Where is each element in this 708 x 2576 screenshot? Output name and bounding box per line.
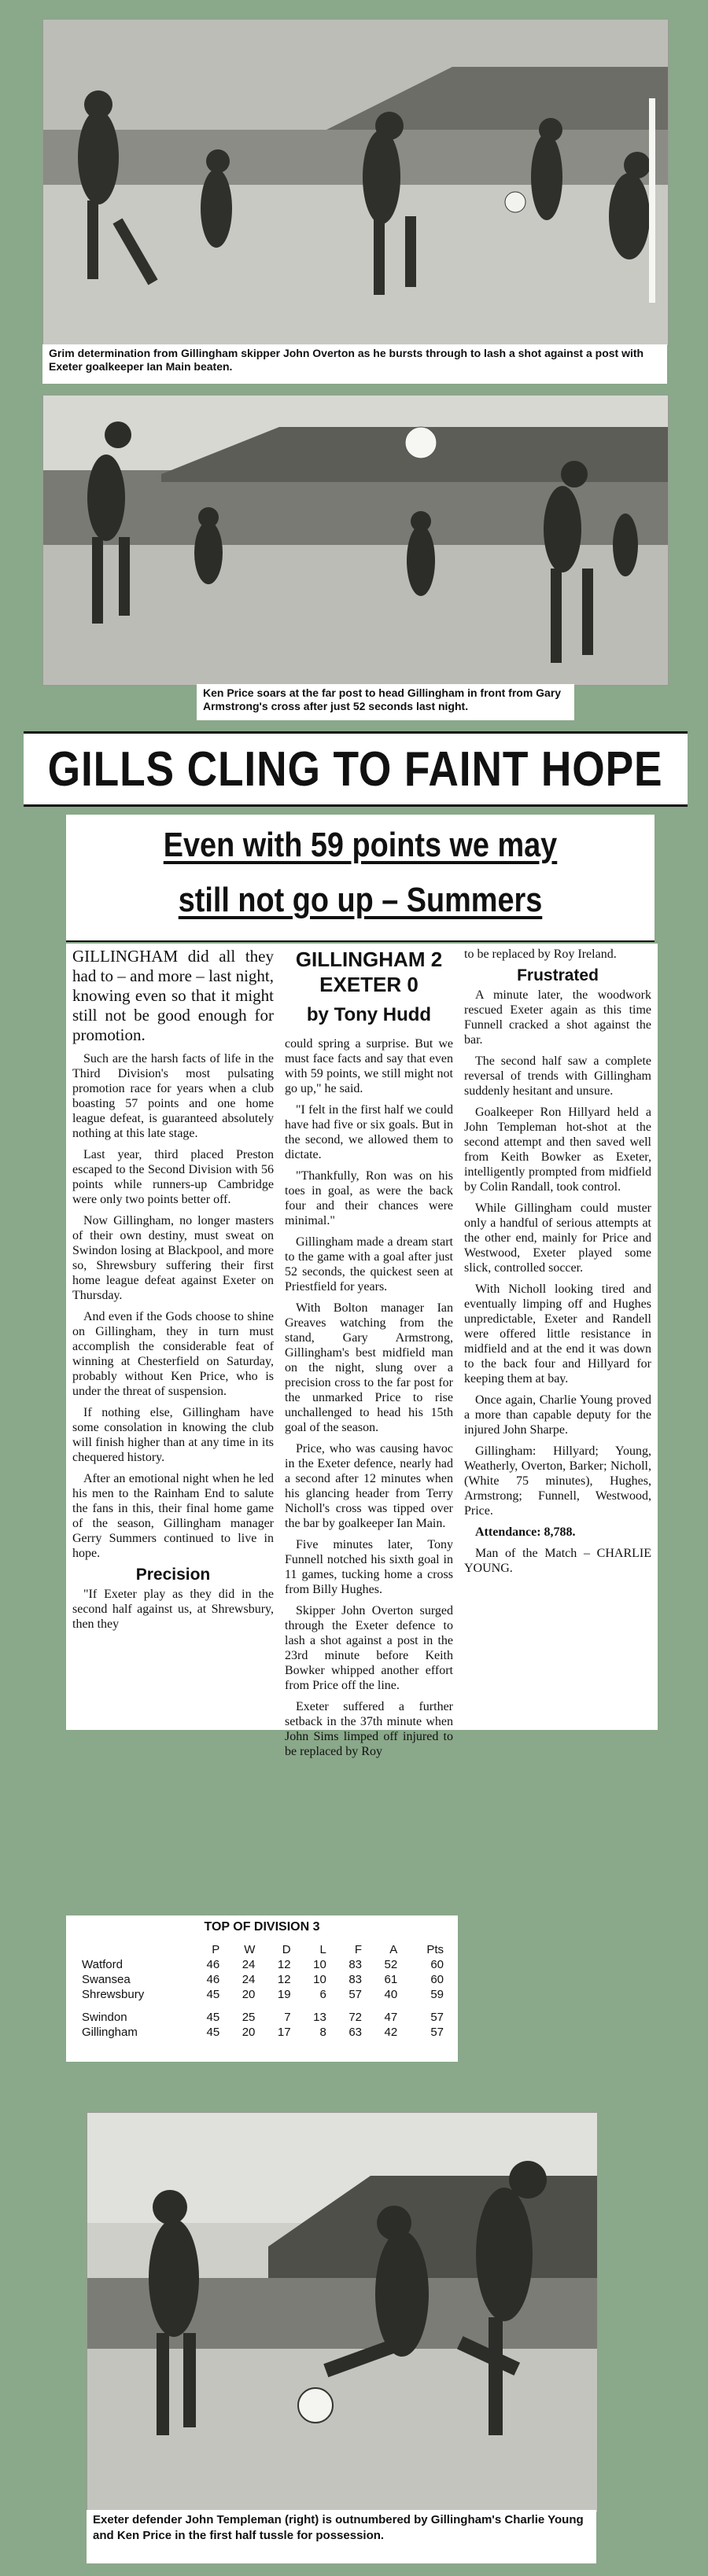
team-name: Swindon bbox=[82, 2011, 127, 2024]
byline: by Tony Hudd bbox=[306, 1004, 432, 1025]
attendance: Attendance: 8,788. bbox=[475, 1525, 576, 1539]
photo-illustration bbox=[43, 20, 668, 345]
col-header: P bbox=[212, 1943, 220, 1956]
table-cell: 57 bbox=[430, 2011, 444, 2024]
team-name: Shrewsbury bbox=[82, 1988, 145, 2001]
photo-illustration bbox=[43, 396, 668, 685]
table-cell: 57 bbox=[348, 1988, 363, 2001]
team-name: Watford bbox=[82, 1958, 123, 1971]
table-row bbox=[82, 2006, 444, 2025]
photo2-caption: Ken Price soars at the far post to head Gillingham in front from Gary Armstrong's cross after just 52 seconds last night. bbox=[197, 684, 574, 720]
article-paragraph: "If Exeter play as they did in the second half against us, at Shrewsbury, then they bbox=[72, 1588, 274, 1631]
table-cell: 45 bbox=[206, 2026, 220, 2039]
article-column-1 bbox=[72, 947, 274, 1638]
table-cell: 52 bbox=[384, 1958, 398, 1971]
col-header: D bbox=[282, 1943, 291, 1956]
article-column-3 bbox=[464, 947, 651, 1582]
col-header: Pts bbox=[426, 1943, 444, 1956]
article-paragraph: If nothing else, Gillingham have some consolation in knowing the club will finish higher than at any time in its chequered history. bbox=[72, 1406, 274, 1464]
headline: GILLS CLING TO FAINT HOPE bbox=[48, 742, 663, 797]
subheadline-line-2: still not go up – Summers bbox=[178, 881, 543, 919]
article-paragraph: "Thankfully, Ron was on his toes in goal, as were the back four and their chances were minimal." bbox=[285, 1169, 453, 1227]
league-table-grid bbox=[82, 1942, 444, 2040]
article-paragraph: A minute later, the woodwork rescued Exeter again as this time Funnell cracked a shot against the bar. bbox=[464, 988, 651, 1047]
table-cell: 12 bbox=[277, 1958, 291, 1971]
table-cell: 60 bbox=[430, 1958, 444, 1971]
table-cell: 45 bbox=[206, 1988, 220, 2001]
photo-illustration bbox=[87, 2113, 597, 2512]
table-cell: 59 bbox=[430, 1988, 444, 2001]
table-cell: 10 bbox=[313, 1973, 326, 1986]
article-paragraph: Once again, Charlie Young proved a more than capable deputy for the injured John Sharpe. bbox=[464, 1393, 651, 1437]
match-score-byline bbox=[285, 947, 453, 1029]
headline-banner bbox=[24, 731, 688, 807]
match-photo-overton-shot bbox=[42, 19, 669, 346]
table-cell: 24 bbox=[242, 1958, 256, 1971]
table-cell: 20 bbox=[242, 2026, 256, 2039]
table-row bbox=[82, 1957, 444, 1972]
table-cell: 40 bbox=[384, 1988, 398, 2001]
article-paragraph: With Nicholl looking tired and eventually limping off and Hughes unpredictable, Exeter and Randell were offered little resistance in midfield and at the end it was down to the back four and Hillyard for keeping them at bay. bbox=[464, 1282, 651, 1386]
match-photo-price-header bbox=[42, 395, 669, 686]
league-table-body bbox=[82, 1957, 444, 2040]
table-cell: 7 bbox=[284, 2011, 291, 2024]
team-name: Gillingham bbox=[82, 2026, 138, 2039]
table-cell: 45 bbox=[206, 2011, 220, 2024]
article-paragraph: could spring a surprise. But we must face facts and say that even with 59 points, we still might not go up," he said. bbox=[285, 1037, 453, 1095]
table-cell: 83 bbox=[348, 1958, 363, 1971]
table-cell: 83 bbox=[348, 1973, 363, 1986]
col-header: W bbox=[244, 1943, 256, 1956]
article-paragraph: Now Gillingham, no longer masters of their own destiny, must sweat on Swindon losing at Blackpool, and more so, Shrewsbury suffering their first home league defeat against Exeter on Thursday. bbox=[72, 1214, 274, 1302]
table-cell: 46 bbox=[206, 1973, 220, 1986]
table-row bbox=[82, 1972, 444, 1987]
subheadline-box bbox=[66, 815, 655, 942]
article-column-2 bbox=[285, 947, 453, 1765]
table-cell: 19 bbox=[277, 1988, 291, 2001]
table-cell: 10 bbox=[313, 1958, 326, 1971]
table-cell: 6 bbox=[319, 1988, 326, 2001]
subheadline-line-1: Even with 59 points we may bbox=[163, 826, 558, 864]
article-paragraph: Price, who was causing havoc in the Exeter defence, nearly had a second after 12 minutes when his glancing header from Terry Nicholl's cross was tipped over the bar by goalkeeper Ian Main. bbox=[285, 1442, 453, 1530]
score-away: EXETER 0 bbox=[319, 973, 419, 996]
col-header: L bbox=[319, 1943, 326, 1956]
table-cell: 57 bbox=[430, 2026, 444, 2039]
article-paragraph: Five minutes later, Tony Funnell notched his sixth goal in 11 games, tucking home a cross from Billy Hughes. bbox=[285, 1538, 453, 1596]
col-header: F bbox=[354, 1943, 363, 1956]
photo1-caption: Grim determination from Gillingham skipper John Overton as he bursts through to lash a shot against a post with Exeter goalkeeper Ian Main beaten. bbox=[42, 344, 667, 384]
article-paragraph: With Bolton manager Ian Greaves watching from the stand, Gary Armstrong, Gillingham's best midfield man on the night, slung over a precision cross to the far post for the unmarked Price to rise unchallenged to head his 15th goal of the season. bbox=[285, 1301, 453, 1434]
article-paragraph: And even if the Gods choose to shine on Gillingham, they in turn must accomplish the considerable feat of winning at Chesterfield on Saturday, probably without Ken Price, who is under the threat of suspension. bbox=[72, 1310, 274, 1398]
table-cell: 60 bbox=[430, 1973, 444, 1986]
article-paragraph: Last year, third placed Preston escaped to the Second Division with 56 points while runners-up Cambridge were only two points better off. bbox=[72, 1148, 274, 1206]
league-table bbox=[66, 1915, 458, 2062]
crosshead-precision: Precision bbox=[135, 1566, 211, 1584]
table-cell: 17 bbox=[277, 2026, 291, 2039]
table-cell: 24 bbox=[242, 1973, 256, 1986]
article-paragraph: Gillingham made a dream start to the game with a goal after just 52 seconds, the quickest seen at Priestfield for years. bbox=[285, 1235, 453, 1294]
table-row bbox=[82, 2025, 444, 2040]
table-cell: 72 bbox=[348, 2011, 363, 2024]
article-paragraph: After an emotional night when he led his men to the Rainham End to salute the fans in this, their final home game of the season, Gillingham manager Gerry Summers continued to live in hope. bbox=[72, 1472, 274, 1560]
article-paragraph: While Gillingham could muster only a handful of serious attempts at the other end, mainly for Price and Westwood, Exeter played some slick, controlled soccer. bbox=[464, 1202, 651, 1275]
table-cell: 46 bbox=[206, 1958, 220, 1971]
crosshead-frustrated: Frustrated bbox=[517, 966, 599, 984]
league-table-title: TOP OF DIVISION 3 bbox=[204, 1920, 320, 1934]
article-paragraph: Exeter suffered a further setback in the 37th minute when John Sims limped off injured to be replaced by Roy bbox=[285, 1700, 453, 1758]
table-header-row bbox=[82, 1942, 444, 1957]
team-name: Swansea bbox=[82, 1973, 131, 1986]
man-of-the-match: Man of the Match – CHARLIE YOUNG. bbox=[464, 1547, 651, 1575]
article-paragraph: Goalkeeper Ron Hillyard held a John Templeman hot-shot at the second attempt and then saved well from Keith Bowker as Exeter, intelligently prompted from midfield by Colin Randall, took control. bbox=[464, 1106, 651, 1194]
article-paragraph: Skipper John Overton surged through the Exeter defence to lash a shot against a post in the 23rd minute before Keith Bowker whipped another effort from Price off the line. bbox=[285, 1604, 453, 1692]
table-cell: 12 bbox=[277, 1973, 291, 1986]
table-cell: 61 bbox=[384, 1973, 398, 1986]
article-paragraph: Such are the harsh facts of life in the Third Division's most pulsating promotion race for years when a club boasting 57 points and one home league defeat, is guaranteed absolutely nothing at this late stage. bbox=[72, 1052, 274, 1140]
table-cell: 13 bbox=[313, 2011, 326, 2024]
score-home: GILLINGHAM 2 bbox=[295, 948, 443, 971]
table-cell: 63 bbox=[348, 2026, 363, 2039]
table-cell: 8 bbox=[319, 2026, 326, 2039]
table-cell: 25 bbox=[242, 2011, 256, 2024]
table-cell: 42 bbox=[384, 2026, 398, 2039]
article-paragraph: "I felt in the first half we could have had five or six goals. But in the second, we allowed them to dictate. bbox=[285, 1103, 453, 1161]
article-paragraph: The second half saw a complete reversal of trends with Gillingham suddenly hesitant and unsure. bbox=[464, 1054, 651, 1098]
table-cell: 47 bbox=[384, 2011, 398, 2024]
team-lineup: Gillingham: Hillyard; Young, Weatherly, Overton, Barker; Nicholl, (White 75 minutes), Hughes, Armstrong; Funnell, Westwood, Price. bbox=[464, 1444, 651, 1518]
match-photo-templeman-tussle bbox=[87, 2112, 598, 2513]
photo3-caption: Exeter defender John Templeman (right) is outnumbered by Gillingham's Charlie Young and Ken Price in the first half tussle for possession. bbox=[87, 2510, 596, 2563]
article-paragraph: to be replaced by Roy Ireland. bbox=[464, 948, 617, 961]
table-row bbox=[82, 1987, 444, 2006]
col-header: A bbox=[389, 1943, 398, 1956]
table-cell: 20 bbox=[242, 1988, 256, 2001]
article-body bbox=[66, 944, 658, 1758]
article-paragraph: GILLINGHAM did all they had to – and more – last night, knowing even so that it might still not be good enough for promotion. bbox=[72, 947, 274, 1044]
